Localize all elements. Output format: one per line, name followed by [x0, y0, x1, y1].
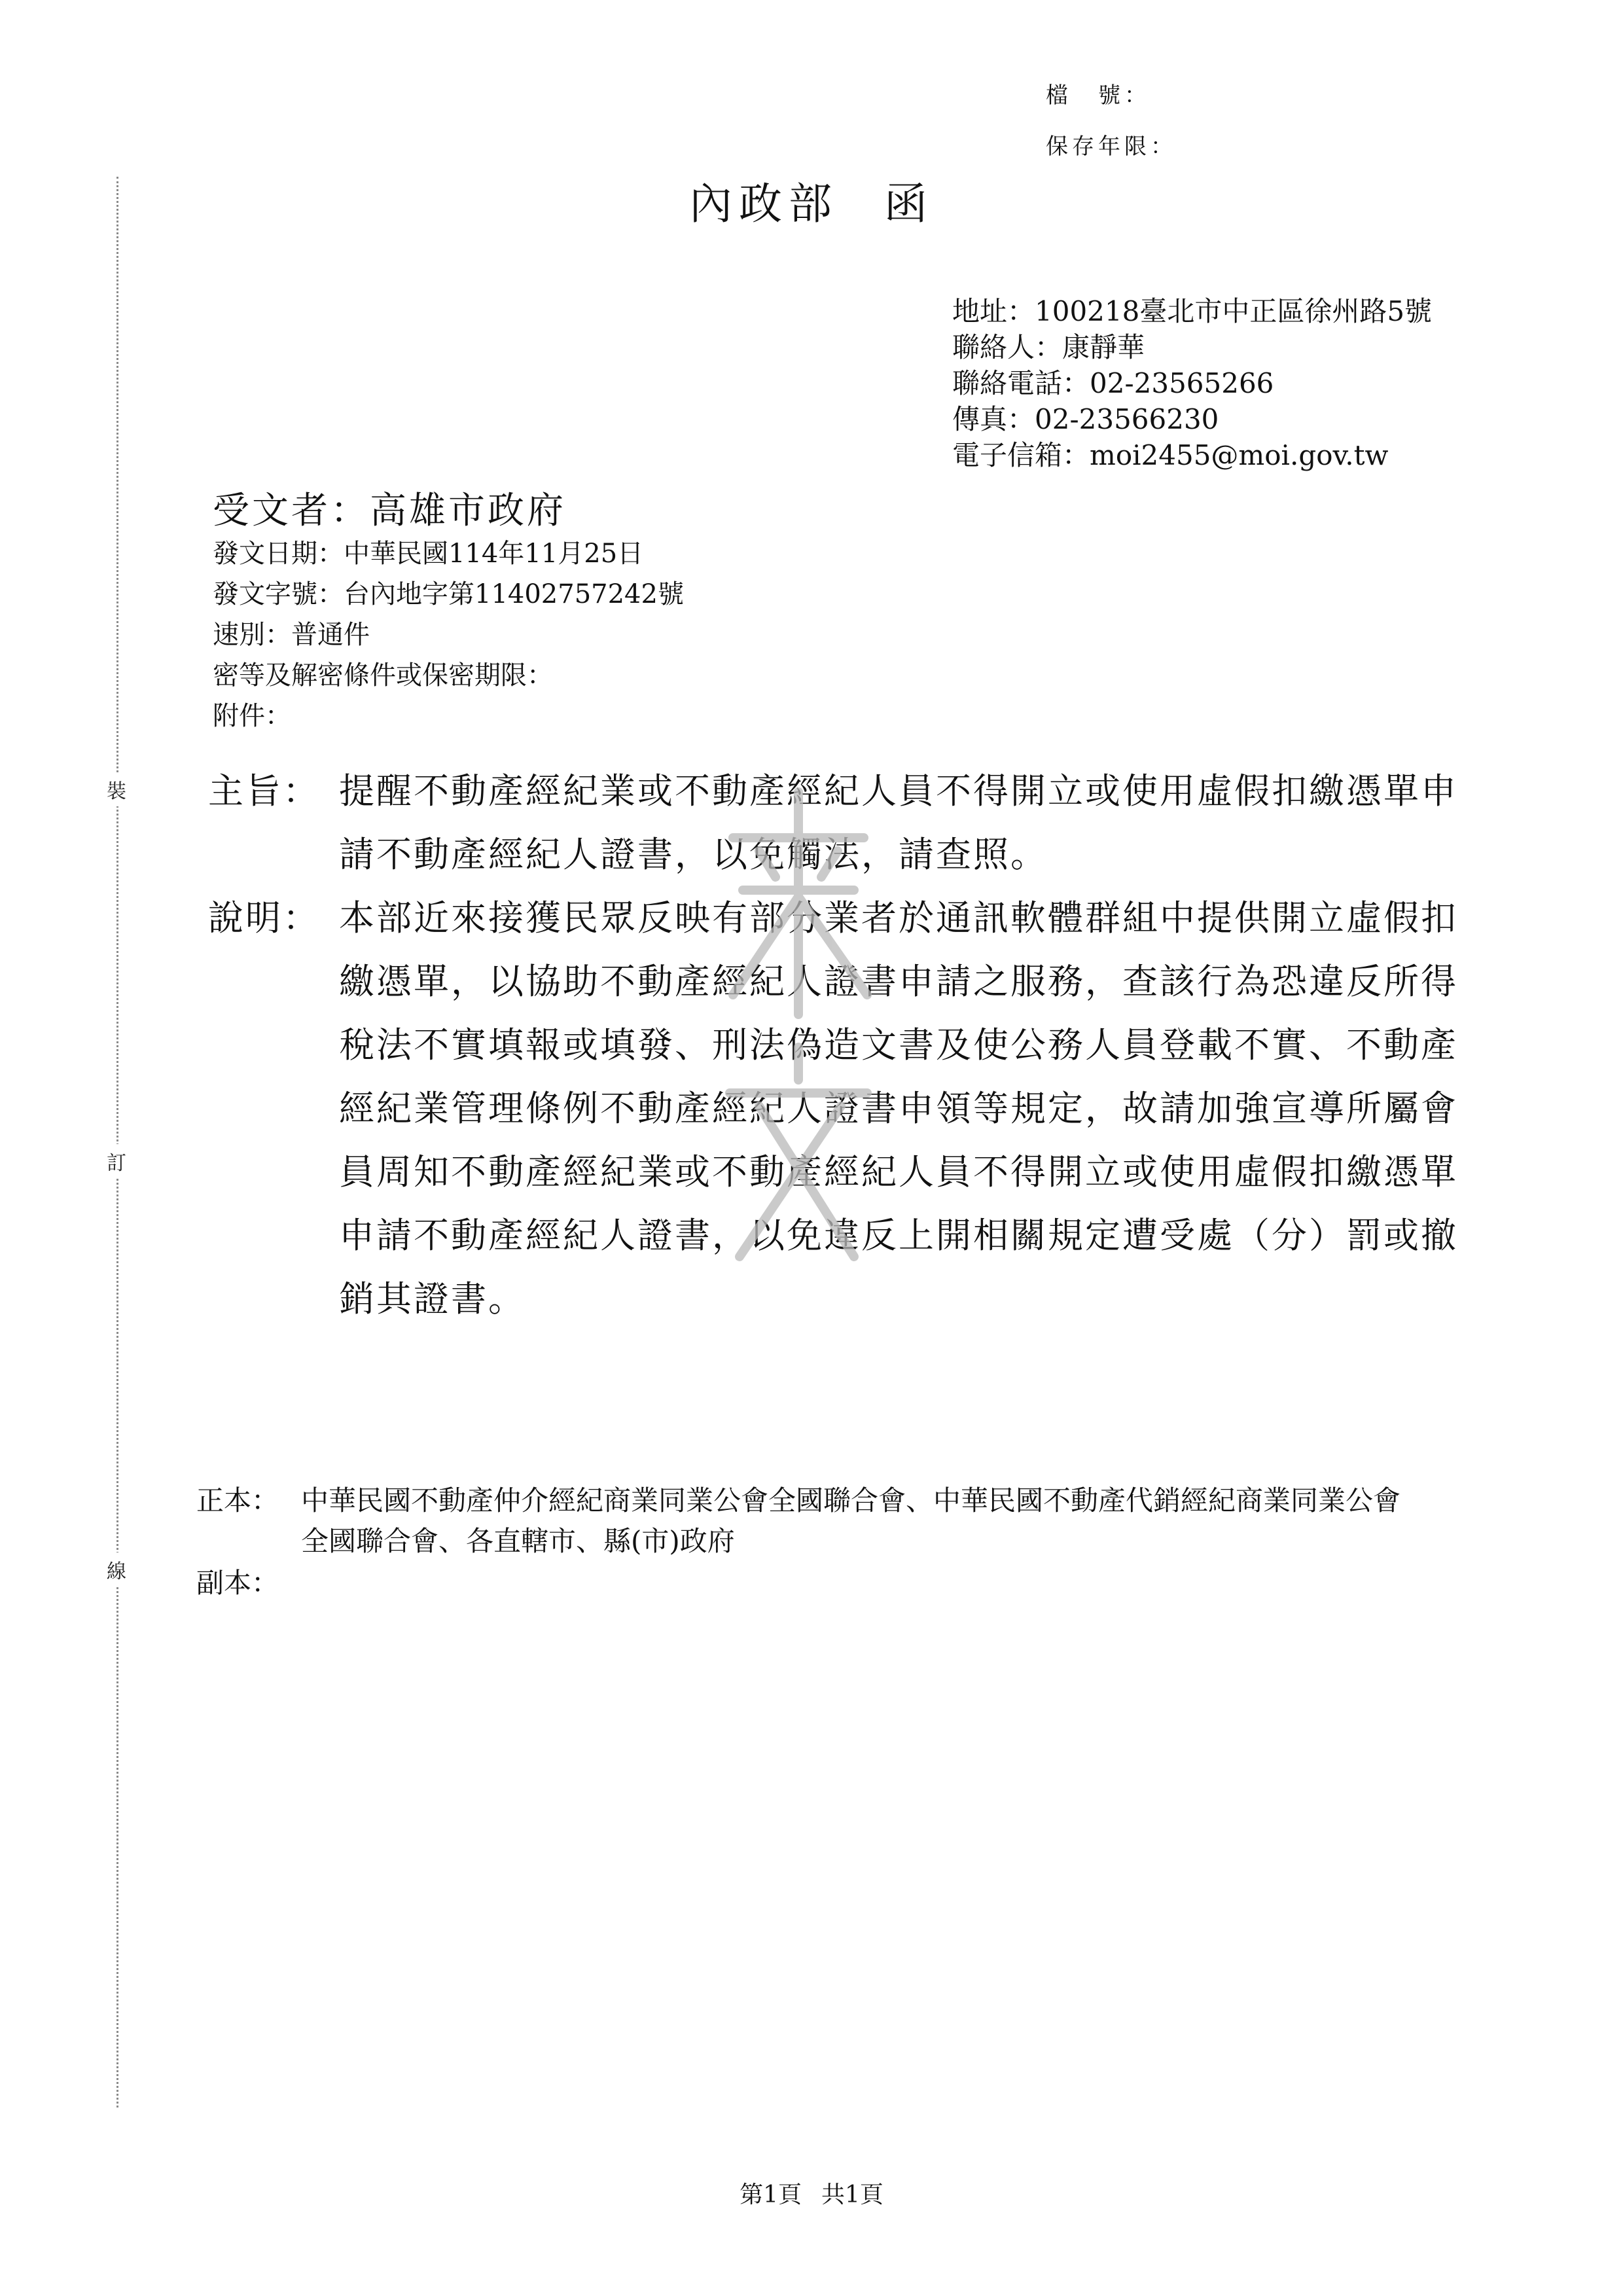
distribution-main-text: 中華民國不動產仲介經紀商業同業公會全國聯合會、中華民國不動產代銷經紀商業同業公會全國聯合會、各直轄市、縣(市)政府: [301, 1484, 1401, 1557]
retention-label: 保存年限：: [1046, 134, 1177, 160]
received-stamp: [713, 779, 883, 1276]
explanation-label: 說明：: [208, 897, 320, 939]
explanation-text: 本部近來接獲民眾反映有部分業者於通訊軟體群組中提供開立虛假扣繳憑單，以協助不動產經紀人證書申請之服務，查該行為恐違反所得稅法不實填報或填發、刑法偽造文書及使公務人員登載不實、不動產經紀業管理條例不動產經紀人證書申領等規定，故請加強宣導所屬會員周知不動產經紀業或不動產經紀人員不得開立或使用虛假扣繳憑單申請不動產經紀人證書，以免違反上開相關規定遭受處（分）罰或撤銷其證書。: [339, 897, 1458, 1319]
document-title: [0, 169, 1623, 231]
page-number: 第1頁: [740, 2181, 802, 2208]
file-number-label: 檔 號：: [1046, 82, 1150, 109]
contact-block: [952, 293, 1432, 473]
attachment: 附件：: [213, 701, 291, 731]
speed-category: 速別：普通件: [213, 620, 370, 650]
distribution-copy-label: 副本：: [196, 1567, 279, 1599]
security-level: 密等及解密條件或保密期限：: [213, 660, 553, 691]
page-footer: [0, 2176, 1623, 2210]
contact-email: 電子信箱：moi2455@moi.gov.tw: [952, 439, 1389, 471]
page-total: 共1頁: [821, 2181, 883, 2208]
contact-address: 地址：100218臺北市中正區徐州路5號: [952, 295, 1433, 327]
file-number-field: [1046, 77, 1150, 109]
document-type: 函: [884, 179, 934, 229]
meta-block: [213, 533, 684, 736]
subject-text: 提醒不動產經紀業或不動產經紀人員不得開立或使用虛假扣繳憑單申請不動產經紀人證書，以免觸法，請查照。: [339, 770, 1458, 875]
binding-char-zhuang: 裝: [107, 772, 126, 806]
distribution-copy: [196, 1562, 279, 1601]
contact-person: 聯絡人：康靜華: [952, 331, 1145, 363]
binding-char-ding: 訂: [107, 1144, 126, 1178]
issue-date: 發文日期：中華民國114年11月25日: [213, 539, 644, 569]
binding-line: [116, 177, 118, 2108]
contact-phone: 聯絡電話：02-23565266: [952, 367, 1274, 399]
binding-char-xian: 線: [107, 1552, 126, 1587]
distribution-main-label: 正本：: [196, 1484, 279, 1516]
document-number: 發文字號：台內地字第11402757242號: [213, 579, 684, 609]
contact-fax: 傳真：02-23566230: [952, 403, 1219, 435]
issuing-agency: 內政部: [689, 179, 838, 229]
recipient: 受文者：高雄市政府: [213, 490, 566, 532]
subject-label: 主旨：: [208, 770, 320, 812]
retention-field: [1046, 128, 1177, 160]
